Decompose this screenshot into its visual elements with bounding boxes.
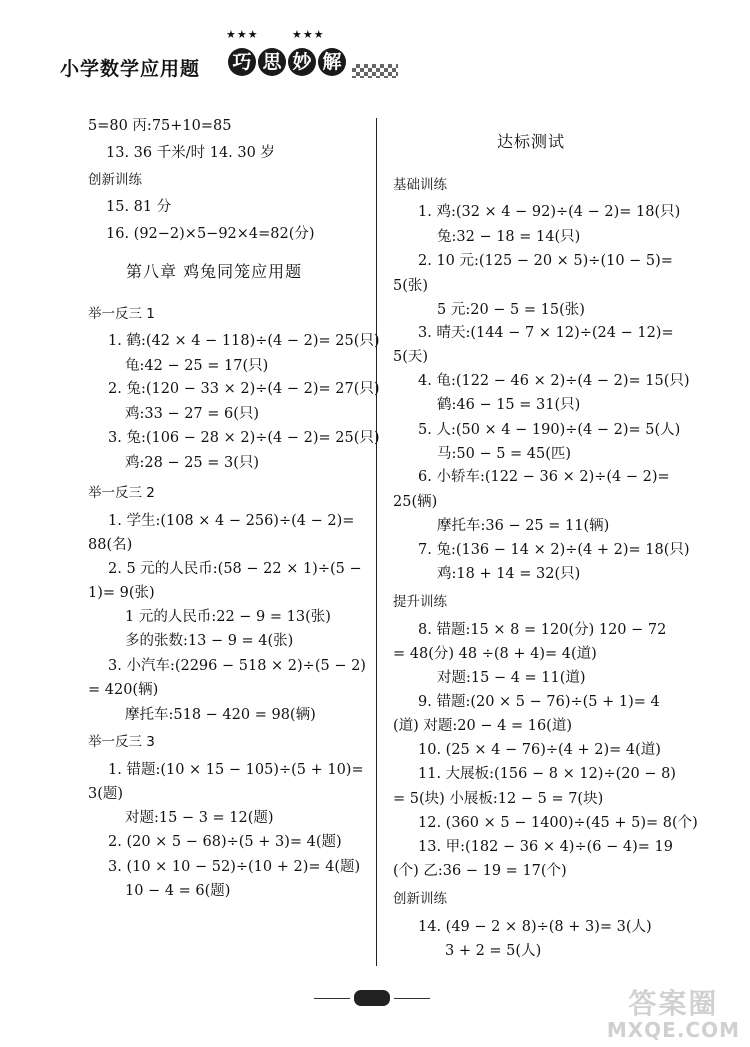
section-heading: 创新训练	[393, 891, 447, 907]
page-footer	[314, 990, 430, 1006]
answer-line: 3. 兔:(106 − 28 × 2)÷(4 − 2)= 25(只)	[108, 430, 380, 446]
answer-line: 鸡:18 + 14 = 32(只)	[437, 566, 581, 582]
section-heading: 提升训练	[393, 594, 447, 610]
answer-line: 7. 兔:(136 − 14 × 2)÷(4 + 2)= 18(只)	[418, 542, 690, 558]
footer-rule-left	[314, 998, 350, 999]
answer-line: (道) 对题:20 − 4 = 16(道)	[393, 718, 572, 734]
answer-line: 龟:42 − 25 = 17(只)	[125, 358, 269, 374]
answer-line: 16. (92−2)×5−92×4=82(分)	[106, 226, 315, 242]
answer-line: 3 + 2 = 5(人)	[445, 943, 542, 959]
header-char-3: 妙	[288, 48, 316, 76]
answer-line: 3(题)	[88, 786, 124, 802]
answer-line: 15. 81 分	[106, 199, 172, 215]
header-char-4: 解	[318, 48, 346, 76]
answer-line: 25(辆)	[393, 494, 438, 510]
answer-line: 兔:32 − 18 = 14(只)	[437, 229, 581, 245]
answer-line: 1. 鸡:(32 × 4 − 92)÷(4 − 2)= 18(只)	[418, 204, 681, 220]
section-heading: 举一反三 3	[88, 734, 155, 750]
watermark-url-text: MXQE.COM	[606, 1018, 740, 1042]
answer-line: = 5(块) 小展板:12 − 5 = 7(块)	[393, 791, 604, 807]
section-heading: 举一反三 1	[88, 306, 155, 322]
answer-line: 5(张)	[393, 278, 429, 294]
answer-line: 2. 兔:(120 − 33 × 2)÷(4 − 2)= 27(只)	[108, 381, 380, 397]
answer-line: = 48(分) 48 ÷(8 + 4)= 4(道)	[393, 646, 597, 662]
answer-line: 2. 10 元:(125 − 20 × 5)÷(10 − 5)=	[418, 253, 673, 269]
answer-line: 1. 鹤:(42 × 4 − 118)÷(4 − 2)= 25(只)	[108, 333, 380, 349]
answer-line: 3. (10 × 10 − 52)÷(10 + 2)= 4(题)	[108, 859, 361, 875]
answer-line: 1. 学生:(108 × 4 − 256)÷(4 − 2)=	[108, 513, 355, 529]
answer-line: 5. 人:(50 × 4 − 190)÷(4 − 2)= 5(人)	[418, 422, 681, 438]
answer-line: 鸡:28 − 25 = 3(只)	[125, 455, 260, 471]
answer-line: (个) 乙:36 − 19 = 17(个)	[393, 863, 567, 879]
answer-line: 摩托车:36 − 25 = 11(辆)	[437, 518, 610, 534]
answer-line: 13. 36 千米/时 14. 30 岁	[106, 145, 275, 161]
watermark-top-text: 答案圈	[628, 987, 719, 1020]
answer-line: 13. 甲:(182 − 36 × 4)÷(6 − 4)= 19	[418, 839, 673, 855]
answer-line: 88(名)	[88, 537, 133, 553]
section-heading: 举一反三 2	[88, 485, 155, 501]
chapter-title: 第八章 鸡兔同笼应用题	[126, 262, 303, 281]
watermark-logo	[607, 989, 740, 1041]
header-char-2: 思	[258, 48, 286, 76]
answer-line: 10. (25 × 4 − 76)÷(4 + 2)= 4(道)	[418, 742, 661, 758]
header-checker-decoration	[352, 64, 398, 78]
header-stars-left: ★★★	[226, 28, 259, 41]
footer-rule-right	[394, 998, 430, 999]
header-stars-right: ★★★	[292, 28, 325, 41]
answer-line: 5=80 丙:75+10=85	[88, 118, 232, 134]
answer-line: 摩托车:518 − 420 = 98(辆)	[125, 707, 316, 723]
answer-line: 2. (20 × 5 − 68)÷(5 + 3)= 4(题)	[108, 834, 342, 850]
answer-line: = 420(辆)	[88, 682, 159, 698]
answer-line: 1)= 9(张)	[88, 585, 155, 601]
answer-line: 1. 错题:(10 × 15 − 105)÷(5 + 10)=	[108, 762, 364, 778]
answer-line: 8. 错题:15 × 8 = 120(分) 120 − 72	[418, 622, 667, 638]
answer-line: 多的张数:13 − 9 = 4(张)	[125, 633, 294, 649]
column-divider	[376, 118, 377, 966]
answer-line: 10 − 4 = 6(题)	[125, 883, 231, 899]
answer-line: 14. (49 − 2 × 8)÷(8 + 3)= 3(人)	[418, 919, 652, 935]
answer-line: 9. 错题:(20 × 5 − 76)÷(5 + 1)= 4	[418, 694, 660, 710]
answer-line: 4. 龟:(122 − 46 × 2)÷(4 − 2)= 15(只)	[418, 373, 690, 389]
answer-line: 鸡:33 − 27 = 6(只)	[125, 406, 260, 422]
answer-line: 5 元:20 − 5 = 15(张)	[437, 302, 585, 318]
answer-line: 马:50 − 5 = 45(匹)	[437, 446, 572, 462]
section-title: 达标测试	[497, 132, 566, 151]
answer-line: 鹤:46 − 15 = 31(只)	[437, 397, 581, 413]
answer-line: 3. 小汽车:(2296 − 518 × 2)÷(5 − 2)	[108, 658, 366, 674]
answer-line: 5(天)	[393, 349, 429, 365]
answer-line: 11. 大展板:(156 − 8 × 12)÷(20 − 8)	[418, 766, 676, 782]
answer-line: 12. (360 × 5 − 1400)÷(45 + 5)= 8(个)	[418, 815, 698, 831]
book-header	[60, 28, 720, 88]
answer-line: 2. 5 元的人民币:(58 − 22 × 1)÷(5 −	[108, 561, 362, 577]
answer-line: 对题:15 − 4 = 11(道)	[437, 670, 586, 686]
answer-line: 1 元的人民币:22 − 9 = 13(张)	[125, 609, 331, 625]
section-heading: 基础训练	[393, 177, 447, 193]
answer-line: 对题:15 − 3 = 12(题)	[125, 810, 274, 826]
answer-line: 3. 晴天:(144 − 7 × 12)÷(24 − 12)=	[418, 325, 674, 341]
answer-line: 6. 小轿车:(122 − 36 × 2)÷(4 − 2)=	[418, 469, 670, 485]
page-number-badge	[354, 990, 390, 1006]
header-char-1: 巧	[228, 48, 256, 76]
section-heading: 创新训练	[88, 172, 142, 188]
book-title: 小学数学应用题	[60, 58, 201, 80]
